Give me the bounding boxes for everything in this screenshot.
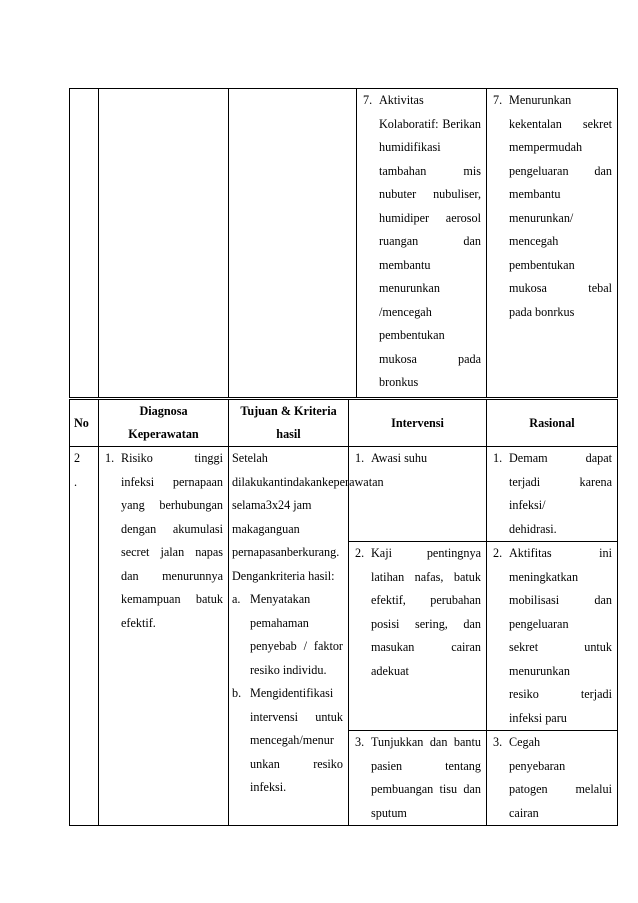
text-line: /mencegah xyxy=(379,304,432,319)
item-number: 3. xyxy=(493,735,503,749)
text-line: dehidrasi. xyxy=(509,521,557,536)
text-line: resiko terjadi xyxy=(509,687,612,701)
text-line: mempermudah xyxy=(509,140,583,154)
text-line: yang berhubungan xyxy=(121,498,223,512)
text-line: menurunkan xyxy=(509,663,570,678)
text-line: terjadi karena xyxy=(509,474,612,489)
item-text xyxy=(509,542,617,730)
text-line: mukosa tebal xyxy=(509,281,612,295)
text-line: masukan cairan xyxy=(371,640,481,654)
item-number: 2. xyxy=(355,546,365,560)
text-line: infeksi pernapaan xyxy=(121,474,223,489)
text-line: membantu xyxy=(509,187,561,201)
text-line: pasien tentang xyxy=(371,758,481,773)
text-line: tindakan xyxy=(280,474,323,489)
text-line: berkurang. Dengan xyxy=(232,545,340,583)
text-line: infeksi/ xyxy=(509,498,546,512)
text-line: Awasi suhu xyxy=(371,451,428,465)
rasional-cell xyxy=(487,542,618,731)
criteria-letter: b. xyxy=(232,686,242,700)
text-line: ganguan pernapasan xyxy=(232,521,300,559)
diagnosa-item xyxy=(99,447,228,635)
text-line: mencegah xyxy=(509,234,559,248)
intervensi-item-3 xyxy=(349,731,486,825)
item-text xyxy=(379,89,486,395)
text-line: Cegah xyxy=(509,735,541,749)
text-line: keperawatan selama xyxy=(232,474,384,512)
text-line: pembentukan xyxy=(509,257,575,272)
text-line: Aktivitas xyxy=(379,93,424,107)
text-line: resiko individu. xyxy=(250,662,327,677)
criteria-letter: a. xyxy=(232,592,241,606)
header-intervensi: Intervensi xyxy=(349,400,487,447)
header-row xyxy=(70,400,618,447)
item-number: 7. xyxy=(363,93,373,107)
text-line: infeksi paru xyxy=(509,710,567,725)
text-line: latihan nafas, batuk xyxy=(371,569,481,584)
table-row xyxy=(70,447,618,542)
text-line: Aktifitas ini xyxy=(509,546,612,560)
intervensi-cell xyxy=(349,447,487,542)
text-line: adekuat xyxy=(371,663,409,678)
header-no: No xyxy=(70,400,99,447)
no-cell xyxy=(70,89,99,398)
tujuan-cell xyxy=(229,89,357,398)
header-rasional: Rasional xyxy=(487,400,618,447)
text-line: Kolaboratif: Berikan xyxy=(379,116,481,131)
text-line: pemahaman xyxy=(250,615,309,630)
rasional-cell xyxy=(487,89,618,398)
intervensi-cell xyxy=(349,731,487,826)
row-number-cell: 2 . xyxy=(70,447,99,826)
item-number: 1. xyxy=(493,451,503,465)
text-line: sputum xyxy=(371,805,407,820)
rasional-item-3 xyxy=(487,731,617,825)
criteria-item xyxy=(229,682,348,800)
item-number: 7. xyxy=(493,93,503,107)
text-line: Setelah dilakukan xyxy=(232,451,281,489)
text-line: patogen melalui xyxy=(509,782,612,796)
text-line: efektif, perubahan xyxy=(371,593,481,607)
diagnosa-cell xyxy=(99,89,229,398)
text-line: sekret untuk xyxy=(509,640,612,654)
text-line: infeksi. xyxy=(250,780,287,794)
text-line: kemampuan batuk xyxy=(121,592,223,606)
rasional-item-1 xyxy=(487,447,617,541)
text-line: pada bonrkus xyxy=(509,304,575,319)
criteria-text xyxy=(250,588,348,682)
text-line: efektif. xyxy=(121,615,156,630)
text-line: kekentalan sekret xyxy=(509,116,612,131)
text-line: Risiko tinggi xyxy=(121,451,223,465)
intervensi-cell xyxy=(357,89,487,398)
text-line: penyebaran xyxy=(509,758,566,773)
intervensi-item-7 xyxy=(357,89,486,395)
text-line: dan menurunnya xyxy=(121,568,223,583)
text-line: mobilisasi dan xyxy=(509,593,612,607)
text-line: secret jalan napas xyxy=(121,545,223,559)
text-line: kriteria hasil: xyxy=(269,568,335,583)
text-line: membantu xyxy=(379,257,431,272)
item-number: 3. xyxy=(355,735,365,749)
tujuan-cell xyxy=(229,447,384,826)
item-text xyxy=(509,447,617,541)
text-line: tambahan mis xyxy=(379,163,481,178)
criteria-text xyxy=(250,682,348,800)
item-text xyxy=(509,89,617,324)
item-number: 1. xyxy=(355,451,365,465)
intervensi-item-2 xyxy=(349,542,486,683)
intervensi-cell xyxy=(349,542,487,731)
rasional-item-2 xyxy=(487,542,617,730)
text-line: ruangan dan xyxy=(379,234,481,248)
item-number: 1. xyxy=(105,451,115,465)
text-line: menurunkan/ xyxy=(509,210,574,225)
rasional-cell xyxy=(487,447,618,542)
text-line: humidifikasi xyxy=(379,140,441,154)
text-line: menurunkan xyxy=(379,281,440,295)
text-line: pembuangan tisu dan xyxy=(371,782,481,796)
text-line: bronkus xyxy=(379,375,419,389)
intervensi-item-1 xyxy=(349,447,486,471)
text-line: nubuter nubuliser, xyxy=(379,187,481,201)
item-text xyxy=(509,731,617,825)
header-diagnosa: Diagnosa Keperawatan xyxy=(99,400,229,447)
text-line: pengeluaran xyxy=(509,616,569,631)
nursing-care-plan-table xyxy=(69,399,618,826)
text-line: posisi sering, dan xyxy=(371,616,481,631)
text-line: unkan resiko xyxy=(250,756,343,771)
item-text xyxy=(371,731,486,825)
text-line: humidiper aerosol xyxy=(379,210,481,225)
text-line: 3x24 jam maka xyxy=(232,498,312,536)
criteria-list xyxy=(229,588,348,800)
rasional-item-7 xyxy=(487,89,617,324)
text-line: meningkatkan xyxy=(509,569,579,584)
text-line: pembentukan xyxy=(379,328,445,342)
text-line: Menurunkan xyxy=(509,93,572,107)
text-line: intervensi untuk xyxy=(250,709,343,724)
diagnosa-cell xyxy=(99,447,229,826)
item-number: 2. xyxy=(493,546,503,560)
text-line: Demam dapat xyxy=(509,451,612,465)
item-text xyxy=(371,447,486,471)
text-line: Kaji pentingnya xyxy=(371,546,481,560)
text-line: pengeluaran dan xyxy=(509,163,612,178)
table-row xyxy=(70,89,618,398)
item-text xyxy=(371,542,486,683)
top-continuation-table xyxy=(69,88,618,398)
item-text xyxy=(121,447,228,635)
text-line: cairan xyxy=(509,805,539,820)
text-line: Menyatakan xyxy=(250,592,311,606)
text-line: mukosa pada xyxy=(379,351,481,366)
text-line: penyebab / faktor xyxy=(250,639,343,653)
rasional-cell xyxy=(487,731,618,826)
text-line: Tunjukkan dan bantu xyxy=(371,735,481,749)
tujuan-intro xyxy=(229,447,384,588)
text-line: mencegah/menur xyxy=(250,733,334,747)
text-line: dengan akumulasi xyxy=(121,521,223,536)
header-tujuan: Tujuan & Kriteria hasil xyxy=(229,400,349,447)
text-line: Mengidentifikasi xyxy=(250,686,334,700)
criteria-item xyxy=(229,588,348,682)
